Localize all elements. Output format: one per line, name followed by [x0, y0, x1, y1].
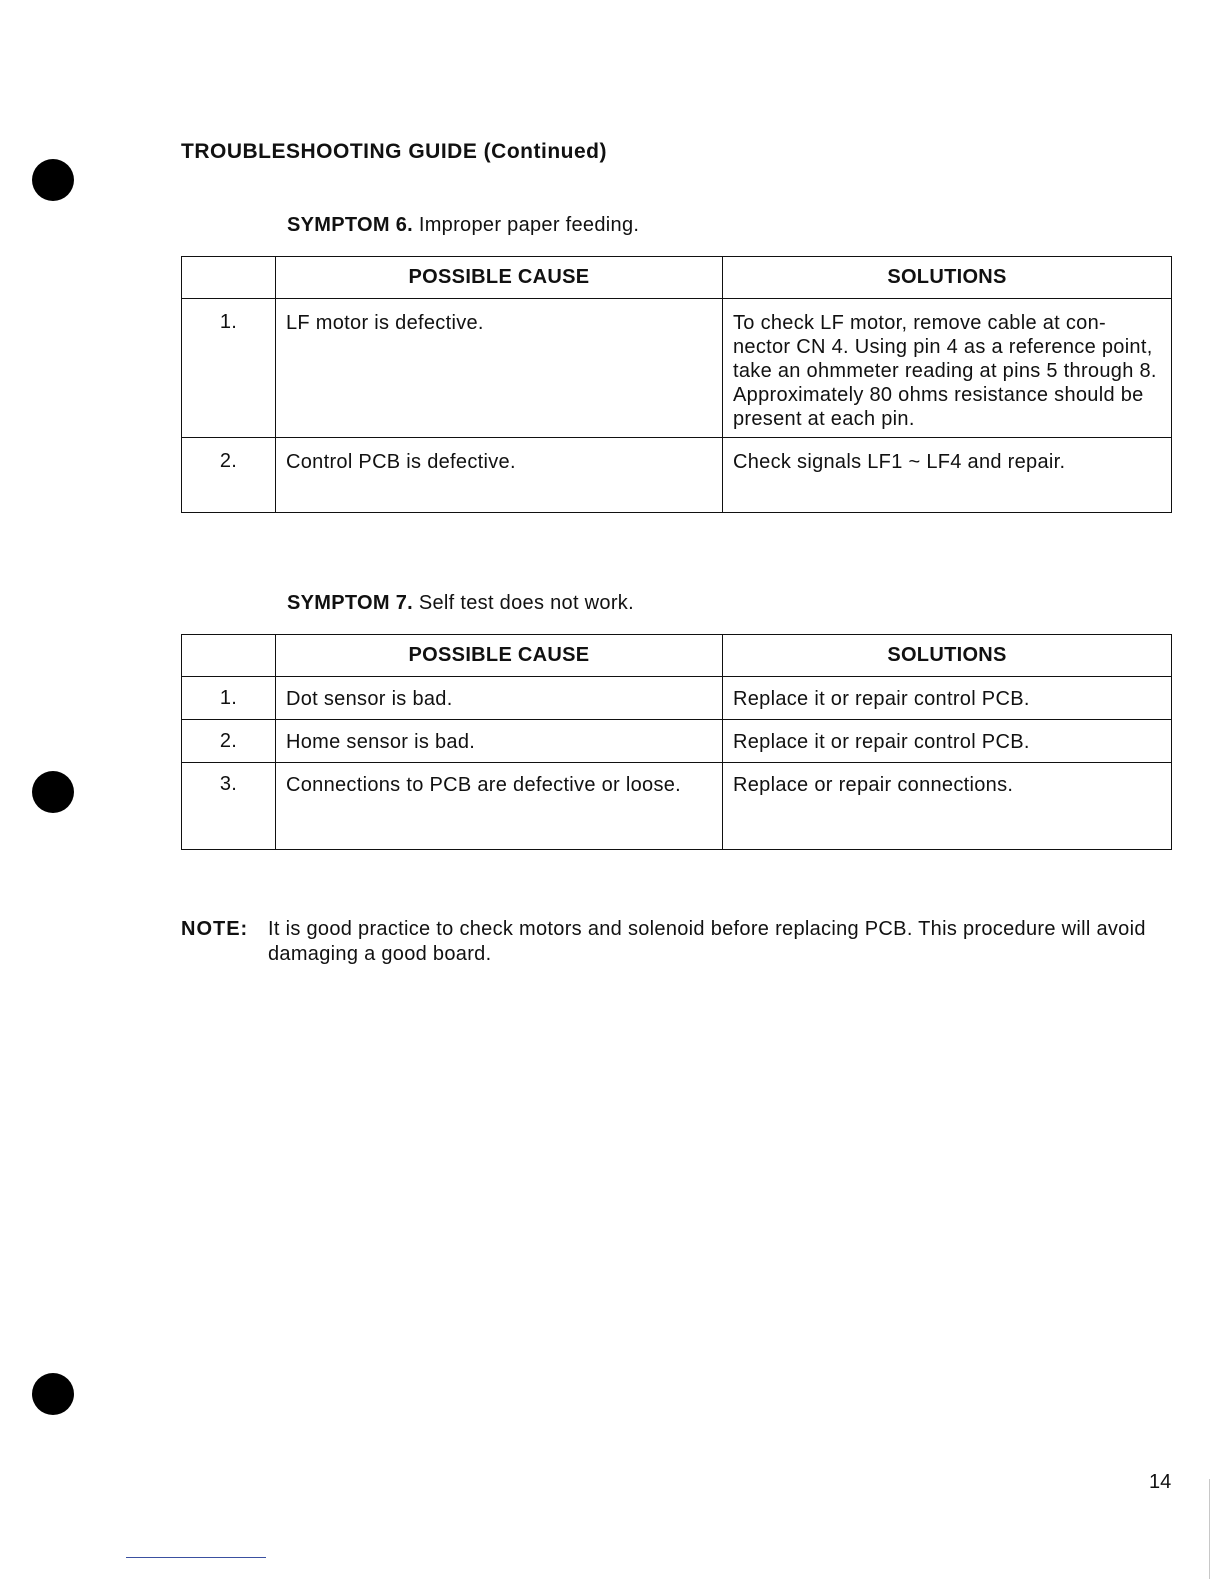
table-header-blank: [182, 635, 276, 677]
possible-cause-cell: Connections to PCB are defective or loose.: [276, 763, 723, 850]
scan-artifact-line: [126, 1557, 266, 1558]
column-header-possible-cause: POSSIBLE CAUSE: [276, 257, 723, 299]
table-header-blank: [182, 257, 276, 299]
page-number: 14: [1149, 1471, 1172, 1493]
symptom-6-title: [287, 214, 639, 237]
table-row: [182, 763, 1172, 850]
symptom-7-title: [287, 592, 634, 615]
solution-cell: Check signals LF1 ~ LF4 and repair.: [723, 438, 1172, 513]
punch-hole: [32, 159, 74, 201]
symptom-6-table: [181, 256, 1172, 513]
column-header-possible-cause: POSSIBLE CAUSE: [276, 635, 723, 677]
table-header-row: [182, 635, 1172, 677]
possible-cause-cell: Home sensor is bad.: [276, 720, 723, 763]
symptom-7-table: [181, 634, 1172, 850]
symptom-6-description: Improper paper feeding.: [418, 214, 640, 236]
row-number: 2.: [182, 720, 276, 763]
row-number: 3.: [182, 763, 276, 850]
table-row: [182, 677, 1172, 720]
page-title: TROUBLESHOOTING GUIDE (Continued): [181, 140, 607, 163]
column-header-solutions: SOLUTIONS: [723, 635, 1172, 677]
possible-cause-cell: Dot sensor is bad.: [276, 677, 723, 720]
symptom-7-description: Self test does not work.: [418, 592, 634, 614]
punch-hole: [32, 771, 74, 813]
table-header-row: [182, 257, 1172, 299]
row-number: 1.: [182, 677, 276, 720]
note-label: NOTE:: [181, 918, 249, 940]
possible-cause-cell: Control PCB is defective.: [276, 438, 723, 513]
solution-cell: Replace it or repair control PCB.: [723, 720, 1172, 763]
scan-edge-line: [1209, 1479, 1210, 1579]
note: [181, 917, 1176, 967]
symptom-7-label: SYMPTOM 7.: [287, 592, 413, 614]
column-header-solutions: SOLUTIONS: [723, 257, 1172, 299]
solution-cell: Replace or repair connections.: [723, 763, 1172, 850]
row-number: 2.: [182, 438, 276, 513]
solution-cell: Replace it or repair control PCB.: [723, 677, 1172, 720]
table-row: [182, 299, 1172, 438]
table-row: [182, 720, 1172, 763]
solution-cell: To check LF motor, remove cable at con-nector CN 4. Using pin 4 as a reference point, take an ohmmeter reading at pins 5 through 8. Approximately 80 ohms resistance should be present at each pin.: [723, 299, 1172, 438]
row-number: 1.: [182, 299, 276, 438]
punch-hole: [32, 1373, 74, 1415]
note-text: It is good practice to check motors and solenoid before replacing PCB. This procedure will avoid damaging a good board.: [268, 918, 1146, 965]
table-row: [182, 438, 1172, 513]
symptom-6-label: SYMPTOM 6.: [287, 214, 413, 236]
possible-cause-cell: LF motor is defective.: [276, 299, 723, 438]
